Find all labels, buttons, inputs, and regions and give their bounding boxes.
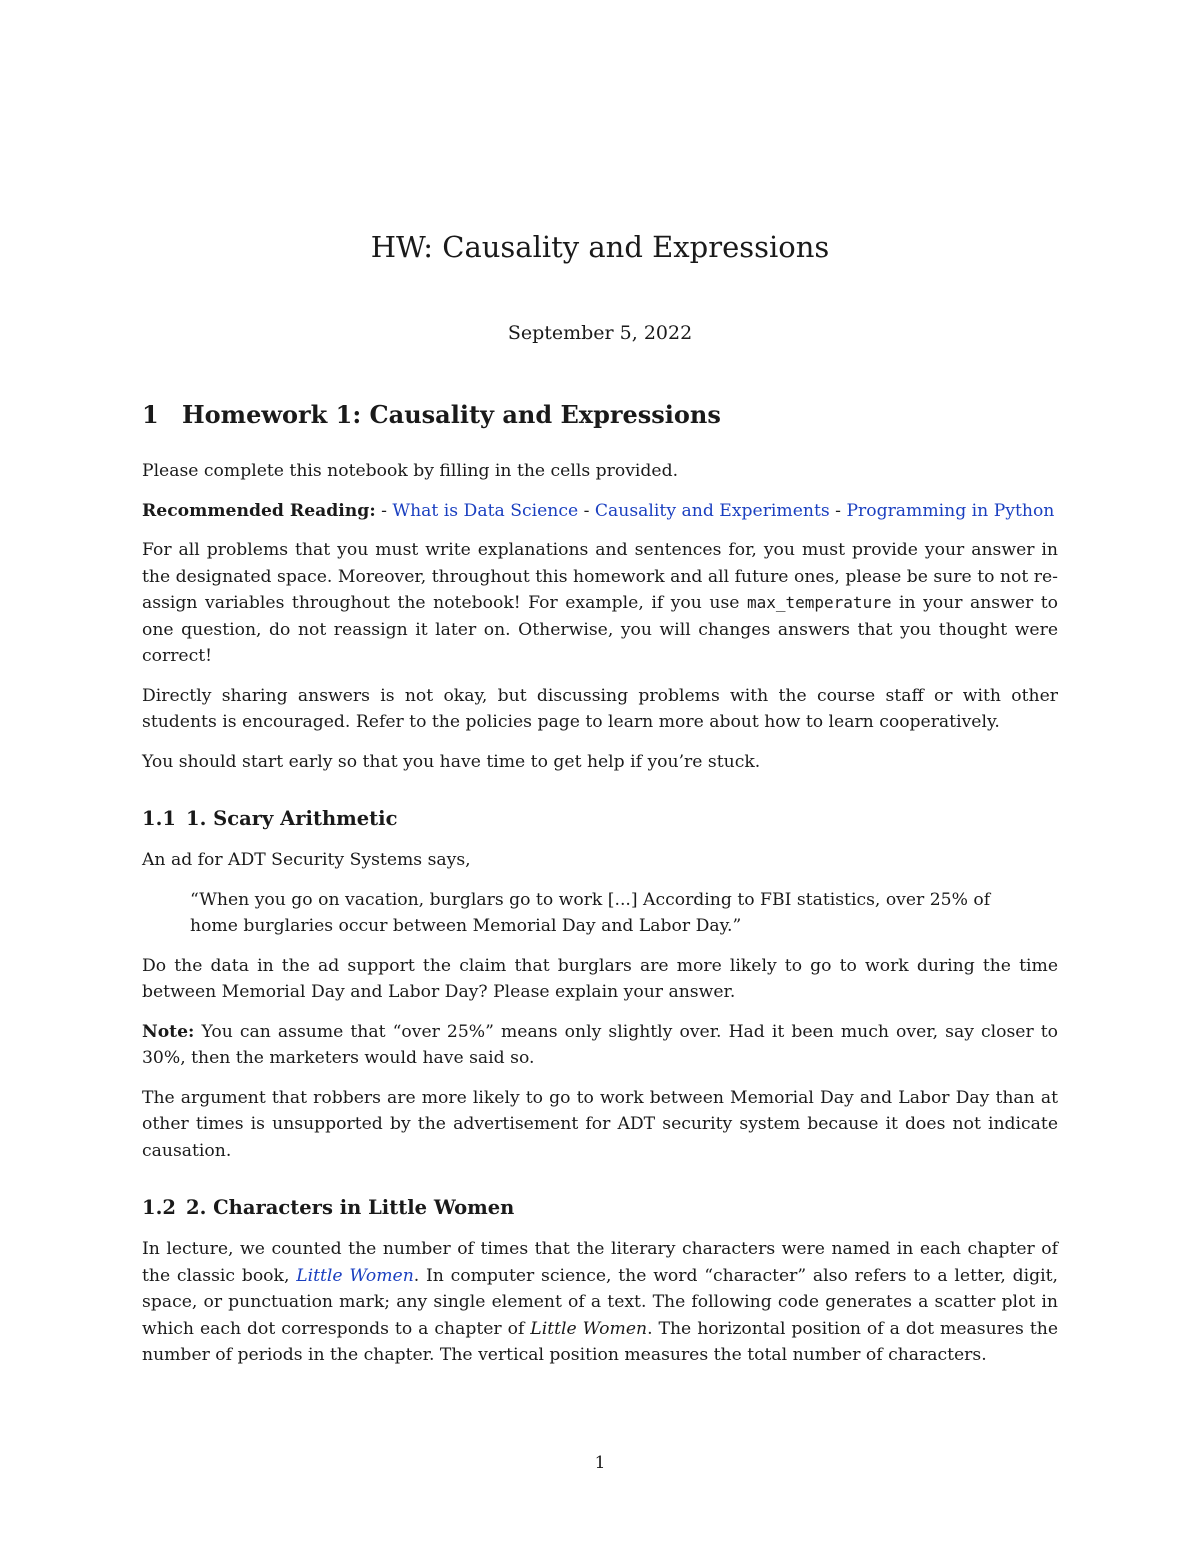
note-text: You can assume that “over 25%” means only slightly over. Had it been much over, say closer to 30%, then the marketers would have said so.	[142, 1021, 1059, 1068]
start-early-paragraph: You should start early so that you have time to get help if you’re stuck.	[142, 751, 761, 772]
reading-label: Recommended Reading:	[142, 500, 376, 521]
little-women-link[interactable]: Little Women	[296, 1265, 414, 1286]
document-title: HW: Causality and Expressions	[370, 230, 830, 264]
ad-intro: An ad for ADT Security Systems says,	[142, 850, 471, 870]
page-number: 1	[594, 1453, 606, 1473]
little-women-text-b: . In computer science, the word “character” also refers to a letter, digit, space, or punctuation mark; any single element of a text. The following code generates a scatter plot in which each dot corresponds to a chapter of	[142, 1265, 1058, 1339]
reading-separator: -	[835, 500, 841, 521]
section-1-1-title: 1. Scary Arithmetic	[186, 807, 398, 830]
section-1-title: Homework 1: Causality and Expressions	[182, 400, 721, 429]
question-paragraph: Do the data in the ad support the claim that burglars are more likely to go to work during the time between Memorial Day and Labor Day? Please explain your answer.	[142, 955, 1058, 1002]
intro-paragraph: Please complete this notebook by filling in the cells provided.	[142, 461, 679, 481]
note-label: Note:	[142, 1021, 195, 1042]
little-women-text-a: In lecture, we counted the number of times that the literary characters were named in each chapter of the classic book,	[142, 1239, 1058, 1286]
section-1-heading	[142, 392, 1058, 438]
instructions-text-a: For all problems that you must write explanations and sentences for, you must provide your answer in the designated space. Moreover, throughout this homework and all future ones, please be sure to not re-assign variables throughout the notebook! For example, if you use	[142, 540, 1058, 613]
link-what-is-data-science[interactable]: What is Data Science	[392, 500, 579, 521]
note-paragraph	[142, 1019, 1058, 1072]
link-programming-in-python[interactable]: Programming in Python	[846, 500, 1055, 521]
reading-separator: -	[583, 500, 590, 521]
link-causality-and-experiments[interactable]: Causality and Experiments	[594, 500, 830, 521]
answer-paragraph: The argument that robbers are more likely to go to work between Memorial Day and Labor Day than at other times is unsupported by the advertisement for ADT security system because it does not indicate causation.	[142, 1087, 1058, 1161]
little-women-paragraph	[142, 1236, 1058, 1369]
section-1-1-heading	[142, 801, 1058, 837]
section-1-2-number: 1.2	[142, 1196, 176, 1219]
section-1-number: 1	[142, 400, 159, 429]
little-women-text-c: . The horizontal position of a dot measures the number of periods in the chapter. The vertical position measures the total number of characters.	[142, 1318, 1058, 1365]
recommended-reading	[142, 498, 1058, 525]
section-1-1-number: 1.1	[142, 807, 176, 830]
reading-separator: -	[381, 500, 387, 521]
section-1-2-title: 2. Characters in Little Women	[186, 1196, 515, 1219]
section-1-2-heading	[142, 1190, 1058, 1226]
inline-code-variable: max_temperature	[746, 593, 892, 612]
document-body	[142, 392, 1058, 1382]
document-date: September 5, 2022	[507, 322, 693, 344]
instructions-text-b: in your answer to one question, do not reassign it later on. Otherwise, you will changes answers that you thought were correct!	[142, 593, 1058, 666]
collaboration-paragraph: Directly sharing answers is not okay, but discussing problems with the course staff or with other students is encouraged. Refer to the policies page to learn more about how to learn cooperatively.	[142, 685, 1058, 732]
instructions-paragraph	[142, 537, 1058, 670]
ad-quote: “When you go on vacation, burglars go to work [...] According to FBI statistics, over 25% of home burglaries occur between Memorial Day and Labor Day.”	[190, 889, 991, 936]
little-women-title: Little Women	[530, 1318, 648, 1339]
